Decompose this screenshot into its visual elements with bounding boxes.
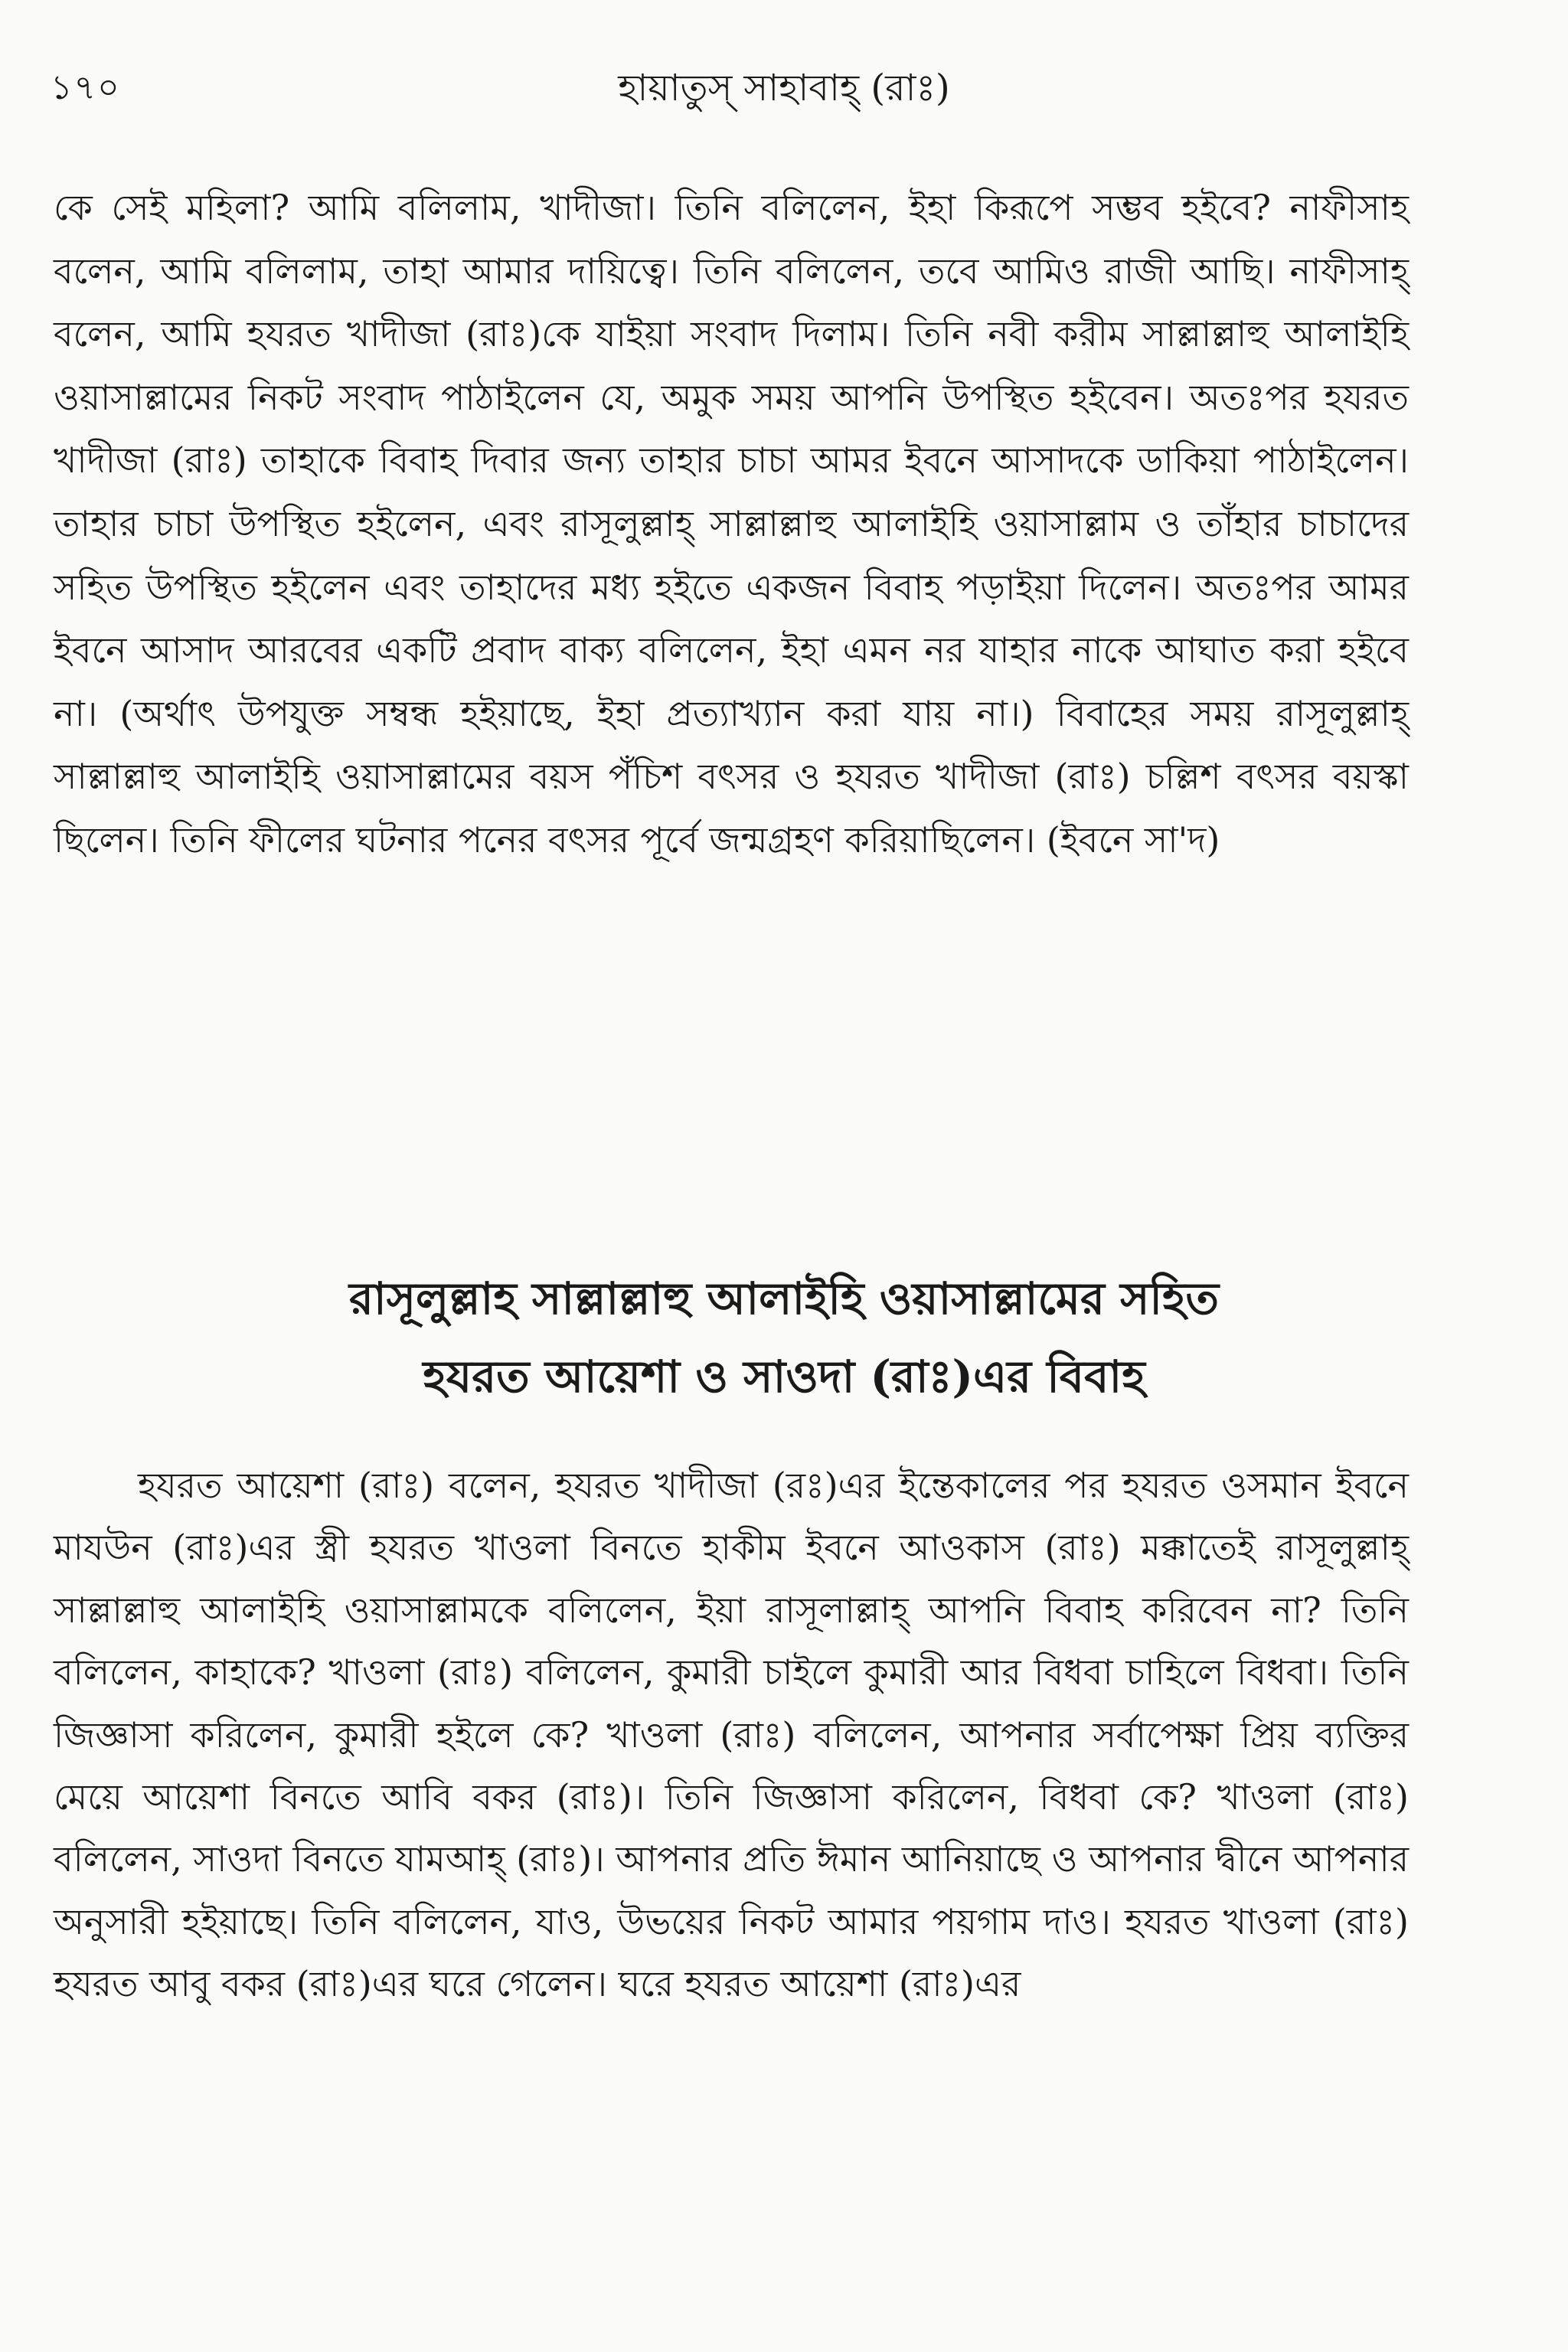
section-heading xyxy=(0,1259,1568,1416)
body-text-block-1 xyxy=(54,176,1409,872)
running-title: হায়াতুস্ সাহাবাহ্ (রাঃ) xyxy=(618,67,950,109)
page-number: ১৭০ xyxy=(51,68,121,107)
paragraph-1: কে সেই মহিলা? আমি বলিলাম, খাদীজা। তিনি বলিলেন, ইহা কিরূপে সম্ভব হইবে? নাফীসাহ বলেন, আমি বলিলাম, তাহা আমার দায়িত্বে। তিনি বলিলেন, তবে আমিও রাজী আছি। নাফীসাহ্ বলেন, আমি হযরত খাদীজা (রাঃ)কে যাইয়া সংবাদ দিলাম। তিনি নবী করীম সাল্লাল্লাহু আলাইহি ওয়াসাল্লামের নিকট সংবাদ পাঠাইলেন যে, অমুক সময় আপনি উপস্থিত হইবেন। অতঃপর হযরত খাদীজা (রাঃ) তাহাকে বিবাহ দিবার জন্য তাহার চাচা আমর ইবনে আসাদকে ডাকিয়া পাঠাইলেন। তাহার চাচা উপস্থিত হইলেন, এবং রাসূলুল্লাহ্ সাল্লাল্লাহু আলাইহি ওয়াসাল্লাম ও তাঁহার চাচাদের সহিত উপস্থিত হইলেন এবং তাহাদের মধ্য হইতে একজন বিবাহ পড়াইয়া দিলেন। অতঃপর আমর ইবনে আসাদ আরবের একটি প্রবাদ বাক্য বলিলেন, ইহা এমন নর যাহার নাকে আঘাত করা হইবে না। (অর্থাৎ উপযুক্ত সম্বন্ধ হইয়াছে, ইহা প্রত্যাখ্যান করা যায় না।) বিবাহের সময় রাসূলুল্লাহ্ সাল্লাল্লাহু আলাইহি ওয়াসাল্লামের বয়স পঁচিশ বৎসর ও হযরত খাদীজা (রাঃ) চল্লিশ বৎসর বয়স্কা ছিলেন। তিনি ফীলের ঘটনার পনের বৎসর পূর্বে জন্মগ্রহণ করিয়াছিলেন। (ইবনে সা'দ) xyxy=(54,187,1409,861)
paragraph-2: হযরত আয়েশা (রাঃ) বলেন, হযরত খাদীজা (রঃ)এর ইন্তেকালের পর হযরত ওসমান ইবনে মাযউন (রাঃ)এর স্ত্রী হযরত খাওলা বিনতে হাকীম ইবনে আওকাস (রাঃ) মক্কাতেই রাসূলুল্লাহ্ সাল্লাল্লাহু আলাইহি ওয়াসাল্লামকে বলিলেন, ইয়া রাসূলাল্লাহ্ আপনি বিবাহ করিবেন না? তিনি বলিলেন, কাহাকে? খাওলা (রাঃ) বলিলেন, কুমারী চাইলে কুমারী আর বিধবা চাহিলে বিধবা। তিনি জিজ্ঞাসা করিলেন, কুমারী হইলে কে? খাওলা (রাঃ) বলিলেন, আপনার সর্বাপেক্ষা প্রিয় ব্যক্তির মেয়ে আয়েশা বিনতে আবি বকর (রাঃ)। তিনি জিজ্ঞাসা করিলেন, বিধবা কে? খাওলা (রাঃ) বলিলেন, সাওদা বিনতে যামআহ্ (রাঃ)। আপনার প্রতি ঈমান আনিয়াছে ও আপনার দ্বীনে আপনার অনুসারী হইয়াছে। তিনি বলিলেন, যাও, উভয়ের নিকট আমার পয়গাম দাও। হযরত খাওলা (রাঃ) হযরত আবু বকর (রাঃ)এর ঘরে গেলেন। ঘরে হযরত আয়েশা (রাঃ)এর xyxy=(54,1465,1409,2005)
section-heading-line-1: রাসূলুল্লাহ সাল্লাল্লাহু আলাইহি ওয়াসাল্লামের সহিত xyxy=(348,1272,1219,1325)
section-heading-line-2: হযরত আয়েশা ও সাওদা (রাঃ)এর বিবাহ xyxy=(423,1351,1145,1403)
body-text-block-2 xyxy=(54,1455,1409,2016)
running-header xyxy=(0,54,1568,122)
